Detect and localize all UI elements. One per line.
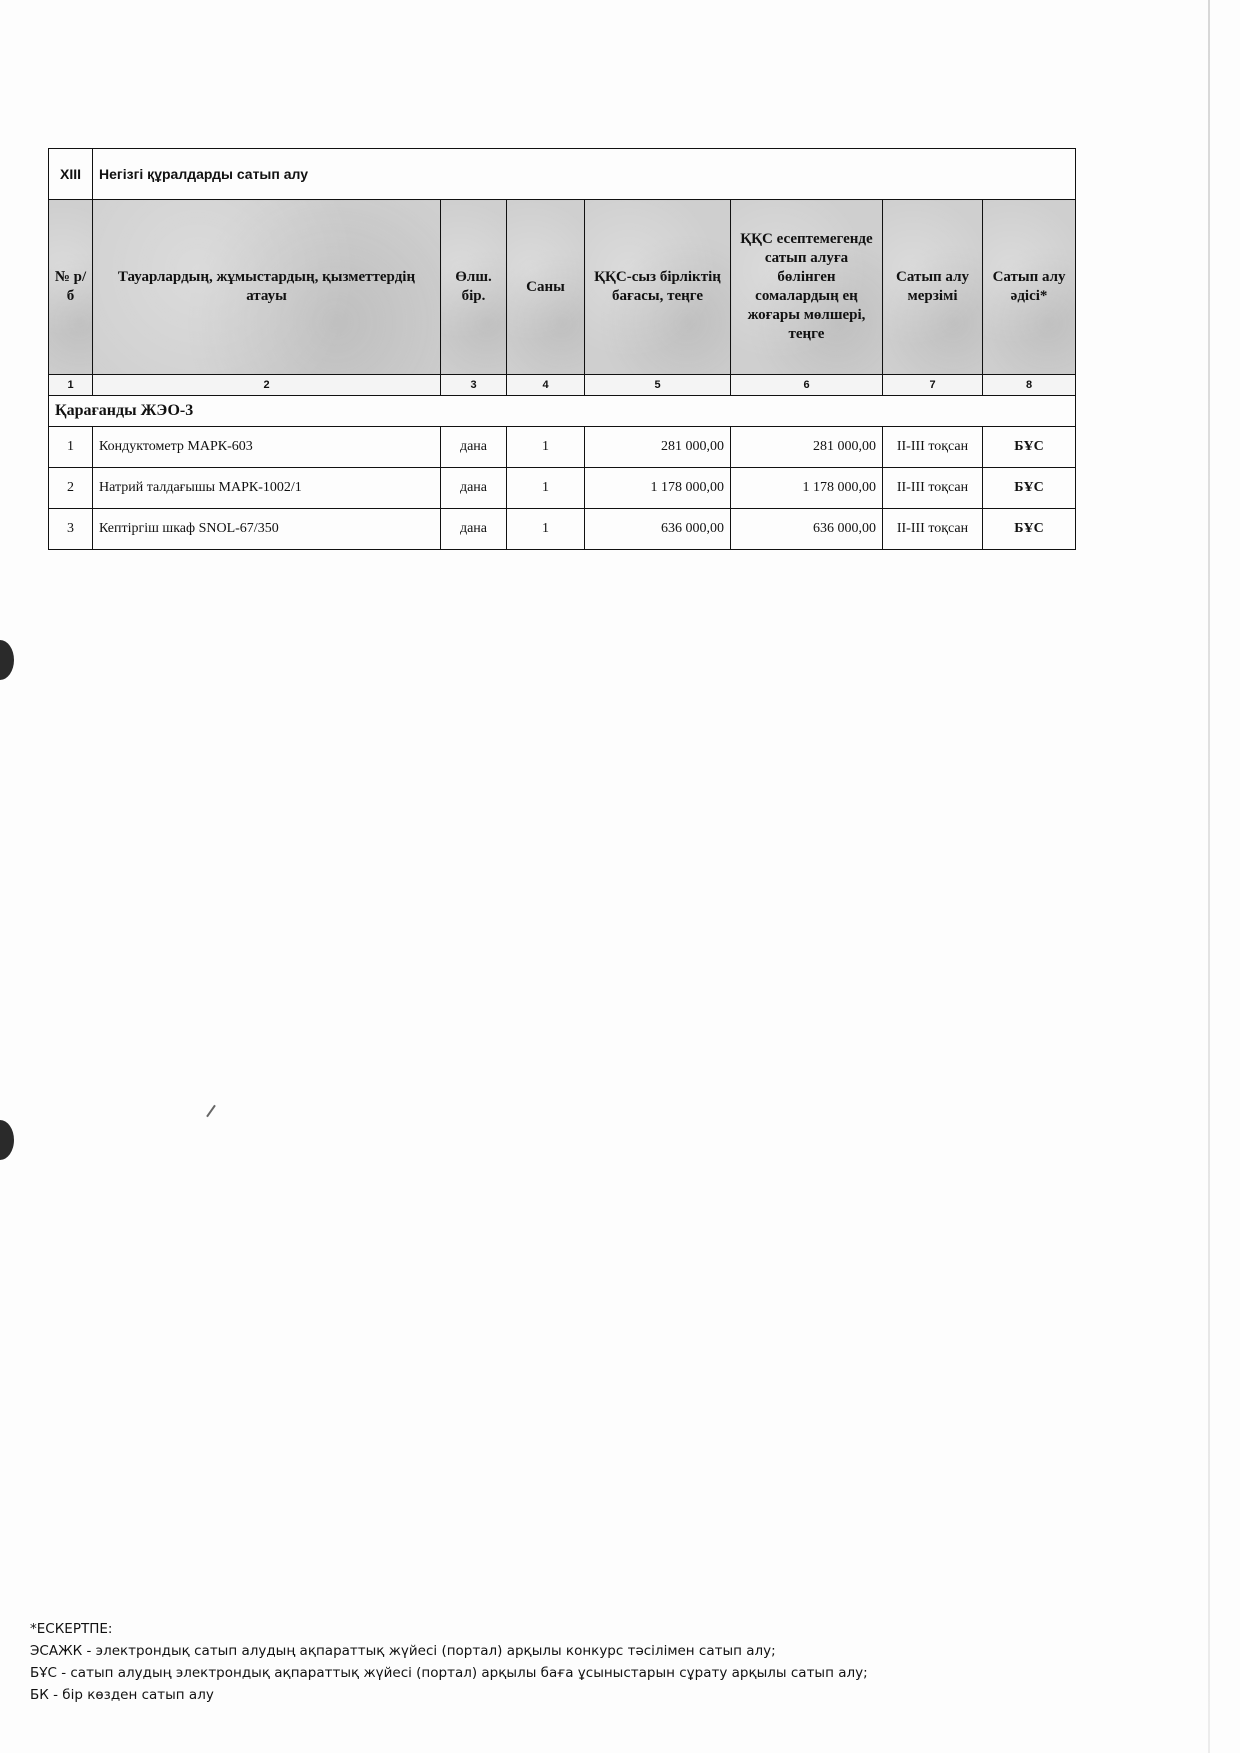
item-term: II-III тоқсан bbox=[883, 427, 983, 468]
section-title: Негізгі құралдарды сатып алу bbox=[93, 149, 1076, 200]
header-method: Сатып алу әдісі* bbox=[983, 200, 1076, 375]
group-title: Қарағанды ЖЭО-3 bbox=[49, 396, 1076, 427]
table-row bbox=[49, 427, 1076, 468]
pen-mark bbox=[206, 1105, 216, 1118]
item-qty: 1 bbox=[507, 427, 585, 468]
header-price: ҚҚС-сыз бірліктің бағасы, теңге bbox=[585, 200, 731, 375]
item-total: 636 000,00 bbox=[731, 509, 883, 550]
row-number: 1 bbox=[49, 427, 93, 468]
header-unit: Өлш. бір. bbox=[441, 200, 507, 375]
group-row bbox=[49, 396, 1076, 427]
header-term: Сатып алу мерзімі bbox=[883, 200, 983, 375]
procurement-table bbox=[48, 148, 1076, 550]
item-total: 281 000,00 bbox=[731, 427, 883, 468]
column-number: 3 bbox=[441, 375, 507, 396]
row-number: 3 bbox=[49, 509, 93, 550]
item-qty: 1 bbox=[507, 509, 585, 550]
header-num: № р/б bbox=[49, 200, 93, 375]
column-number: 1 bbox=[49, 375, 93, 396]
header-total: ҚҚС есептемегенде сатып алуға бөлінген сомалардың ең жоғары мөлшері, теңге bbox=[731, 200, 883, 375]
punch-hole bbox=[0, 640, 14, 680]
header-row bbox=[49, 200, 1076, 375]
column-number-row bbox=[49, 375, 1076, 396]
item-qty: 1 bbox=[507, 468, 585, 509]
item-method: БҰС bbox=[983, 427, 1076, 468]
item-method: БҰС bbox=[983, 509, 1076, 550]
item-price: 1 178 000,00 bbox=[585, 468, 731, 509]
footnote-line: БҰС - сатып алудың электрондық ақпараттық жүйесі (портал) арқылы баға ұсыныстарын сұрату арқылы сатып алу; bbox=[30, 1665, 868, 1681]
table-row bbox=[49, 468, 1076, 509]
footnote-title: *ЕСКЕРТПЕ: bbox=[30, 1621, 113, 1637]
item-total: 1 178 000,00 bbox=[731, 468, 883, 509]
item-price: 281 000,00 bbox=[585, 427, 731, 468]
item-unit: дана bbox=[441, 468, 507, 509]
column-number: 8 bbox=[983, 375, 1076, 396]
header-qty: Саны bbox=[507, 200, 585, 375]
column-number: 5 bbox=[585, 375, 731, 396]
table-row bbox=[49, 509, 1076, 550]
punch-hole bbox=[0, 1120, 14, 1160]
item-term: II-III тоқсан bbox=[883, 468, 983, 509]
row-number: 2 bbox=[49, 468, 93, 509]
item-name: Кептіргіш шкаф SNOL-67/350 bbox=[93, 509, 441, 550]
footnote-line: БК - бір көзден сатып алу bbox=[30, 1687, 214, 1703]
item-term: II-III тоқсан bbox=[883, 509, 983, 550]
column-number: 7 bbox=[883, 375, 983, 396]
footnotes bbox=[30, 1618, 1130, 1706]
item-name: Натрий талдағышы МАРК-1002/1 bbox=[93, 468, 441, 509]
footnote-line: ЭСАЖК - электрондық сатып алудың ақпараттық жүйесі (портал) арқылы конкурс тәсілімен сатып алу; bbox=[30, 1643, 776, 1659]
column-number: 2 bbox=[93, 375, 441, 396]
section-row bbox=[49, 149, 1076, 200]
item-unit: дана bbox=[441, 427, 507, 468]
item-name: Кондуктометр МАРК-603 bbox=[93, 427, 441, 468]
item-method: БҰС bbox=[983, 468, 1076, 509]
item-price: 636 000,00 bbox=[585, 509, 731, 550]
column-number: 6 bbox=[731, 375, 883, 396]
section-number: XIII bbox=[49, 149, 93, 200]
page-edge bbox=[1208, 0, 1210, 1753]
column-number: 4 bbox=[507, 375, 585, 396]
header-name: Тауарлардың, жұмыстардың, қызметтердің атауы bbox=[93, 200, 441, 375]
item-unit: дана bbox=[441, 509, 507, 550]
